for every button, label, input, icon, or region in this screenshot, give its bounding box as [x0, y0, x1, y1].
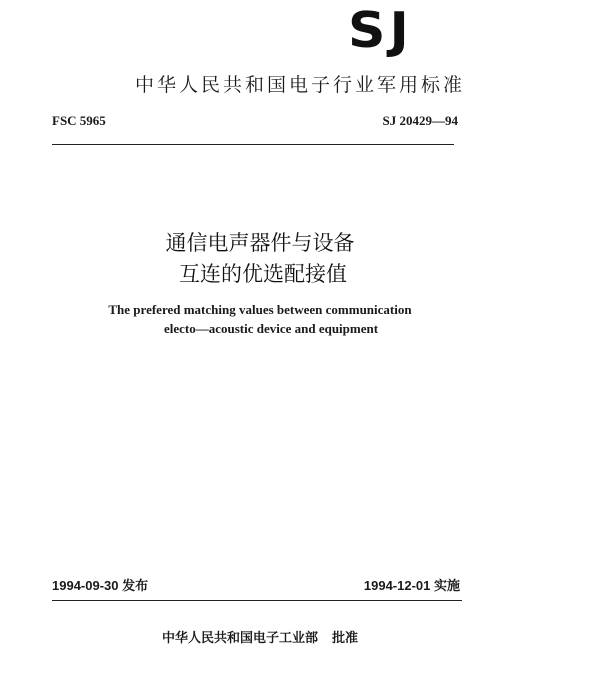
document-title-en-line1: The prefered matching values between communication	[108, 302, 412, 317]
document-title-zh-line2: 互连的优选配接值	[179, 262, 347, 286]
fsc-code: FSC 5965	[52, 113, 106, 128]
implementation-date: 1994-12-01 实施	[363, 578, 460, 593]
approval-word: 批准	[332, 631, 359, 646]
approving-authority: 中华人民共和国电子工业部	[161, 631, 318, 646]
document-title-zh	[0, 228, 520, 290]
approval-line	[0, 627, 520, 646]
document-title-en-line2: electo—acoustic device and equipment	[163, 321, 379, 336]
document-title-zh-line1: 通信电声器件与设备	[165, 231, 355, 255]
sj-logo: SJ	[348, 2, 413, 60]
document-title-en	[0, 300, 520, 338]
standard-number: SJ 20429—94	[382, 113, 458, 128]
issue-date: 1994-09-30 发布	[52, 578, 149, 593]
standard-category-title: 中华人民共和国电子行业军用标准	[134, 74, 465, 96]
header-divider	[52, 144, 454, 145]
footer-divider	[52, 600, 462, 601]
